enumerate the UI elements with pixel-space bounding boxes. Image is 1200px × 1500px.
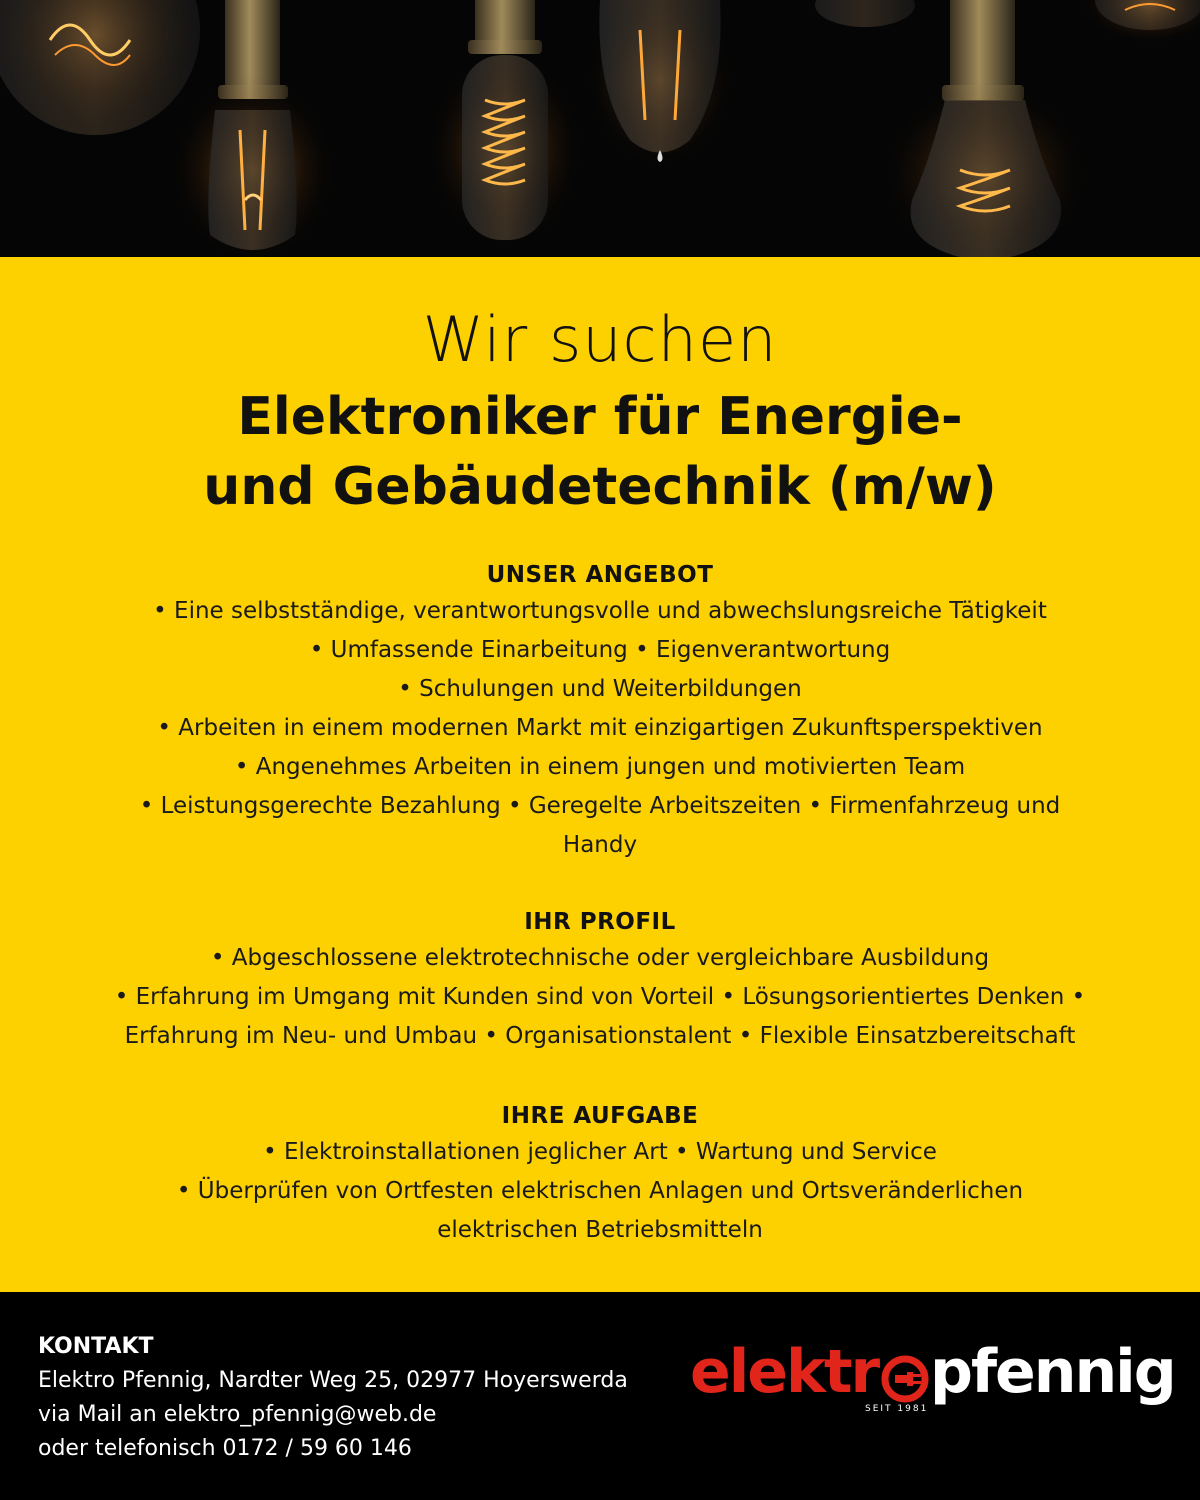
logo-wordmark-part-2: pfennig xyxy=(930,1337,1175,1407)
offer-line: Handy xyxy=(562,832,638,858)
offer-line: • Schulungen und Weiterbildungen xyxy=(398,676,802,702)
section-offer xyxy=(60,558,1140,865)
bulb-4 xyxy=(585,0,735,170)
offer-line: • Leistungsgerechte Bezahlung • Geregelte Arbeitszeiten • Firmenfahrzeug und xyxy=(139,793,1061,819)
job-title xyxy=(0,382,1200,522)
job-title-line-2: und Gebäudetechnik (m/w) xyxy=(203,457,997,517)
section-offer-title: UNSER ANGEBOT xyxy=(486,562,714,588)
contact-phone: oder telefonisch 0172 / 59 60 146 xyxy=(38,1436,412,1461)
plug-socket-icon xyxy=(880,1354,930,1404)
offer-line: • Eine selbstständige, verantwortungsvolle und abwechslungsreiche Tätigkeit xyxy=(153,598,1047,624)
logo-tagline: SEIT 1981 xyxy=(865,1404,929,1414)
contact-address: Elektro Pfennig, Nardter Weg 25, 02977 Hoyerswerda xyxy=(38,1368,628,1393)
contact-label: KONTAKT xyxy=(38,1334,154,1359)
section-profile-title: IHR PROFIL xyxy=(524,909,676,935)
job-title-line-1: Elektroniker für Energie- xyxy=(237,387,963,447)
content-panel xyxy=(0,257,1200,1292)
offer-line: • Arbeiten in einem modernen Markt mit einzigartigen Zukunftsperspektiven xyxy=(157,715,1043,741)
profile-line: • Abgeschlossene elektrotechnische oder vergleichbare Ausbildung xyxy=(210,945,990,971)
offer-line: • Angenehmes Arbeiten in einem jungen und motivierten Team xyxy=(234,754,966,780)
hero-image-light-bulbs xyxy=(0,0,1200,257)
bulb-1 xyxy=(0,0,205,145)
profile-line: • Erfahrung im Umgang mit Kunden sind von Vorteil • Lösungsorientiertes Denken • xyxy=(114,984,1086,1010)
task-line: • Überprüfen von Ortfesten elektrischen Anlagen und Ortsveränderlichen xyxy=(176,1178,1024,1204)
bulb-3 xyxy=(425,0,585,250)
task-line: • Elektroinstallationen jeglicher Art • Wartung und Service xyxy=(263,1139,937,1165)
footer xyxy=(0,1292,1200,1500)
intro-heading: Wir suchen xyxy=(422,303,778,376)
bulb-6 xyxy=(880,0,1090,257)
bulb-5 xyxy=(815,0,915,27)
company-logo xyxy=(690,1334,1175,1422)
logo-wordmark-part-1: elektr xyxy=(690,1337,879,1407)
section-profile xyxy=(60,905,1140,1056)
bulb-7 xyxy=(1080,0,1200,45)
profile-line: Erfahrung im Neu- und Umbau • Organisationstalent • Flexible Einsatzbereitschaft xyxy=(124,1023,1076,1049)
offer-line: • Umfassende Einarbeitung • Eigenverantwortung xyxy=(309,637,891,663)
light-bulbs-illustration xyxy=(0,0,1200,257)
task-line: elektrischen Betriebsmitteln xyxy=(437,1217,763,1243)
section-task-title: IHRE AUFGABE xyxy=(501,1103,699,1129)
section-task xyxy=(60,1099,1140,1250)
contact-mail: via Mail an elektro_pfennig@web.de xyxy=(38,1402,437,1427)
contact-block xyxy=(38,1330,628,1466)
